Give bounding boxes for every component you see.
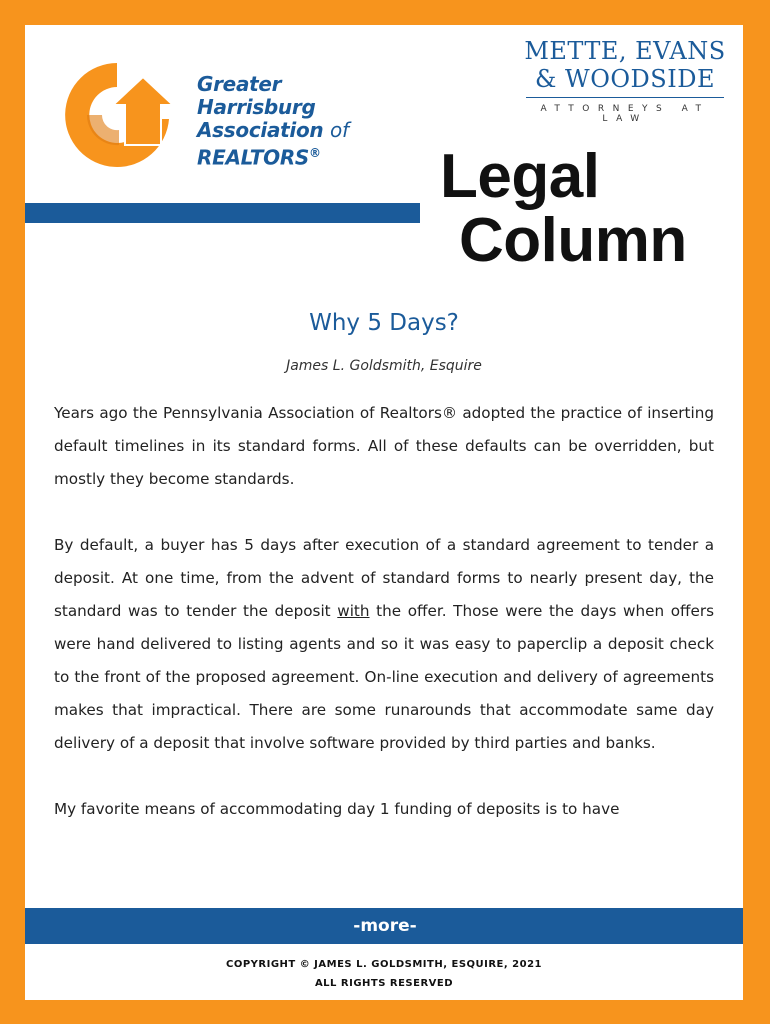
gha-wordmark — [197, 73, 349, 170]
gha-line3-main: Association — [197, 118, 324, 142]
section-title-line2: Column — [459, 206, 687, 275]
gha-line3 — [197, 119, 349, 142]
gha-line4-main: REALTORS — [197, 145, 310, 170]
gha-line4 — [197, 142, 349, 170]
header-accent-bar — [25, 203, 420, 223]
article-title: Why 5 Days? — [309, 310, 459, 336]
copyright-line1: COPYRIGHT © JAMES L. GOLDSMITH, ESQUIRE, 2021 — [225, 959, 542, 970]
paragraph-3: My favorite means of accommodating day 1 funding of deposits is to have — [54, 800, 620, 818]
paragraph-2-part1: By default, a buyer has 5 days after execution of a standard agreement to tender a deposit. At one time, from the advent of standard forms to nearly present day, the standard was to tender the deposit — [54, 536, 714, 620]
more-banner: -more- — [25, 908, 743, 944]
mew-logo — [520, 37, 730, 124]
mew-line1: METTE, EVANS — [524, 37, 726, 65]
paragraph-2-part2: the offer. Those were the days when offers were hand delivered to listing agents and so it was easy to paperclip a deposit check to the front of the proposed agreement. On-line execution and delivery of agreements makes that impractical. There are some runarounds that accommodate same day delivery of a deposit that involve software provided by third parties and banks. — [54, 602, 714, 752]
article-byline: James L. Goldsmith, Esquire — [286, 358, 482, 374]
gha-line1: Greater — [197, 72, 282, 96]
document-page — [25, 25, 743, 1000]
paragraph-2-emphasis: with — [337, 602, 370, 620]
section-title-line1: Legal — [440, 142, 600, 211]
copyright-notice — [25, 955, 743, 993]
paragraph-2 — [54, 529, 714, 760]
mew-divider — [526, 97, 724, 98]
mew-subtitle: ATTORNEYS AT LAW — [540, 104, 710, 124]
paragraph-1: Years ago the Pennsylvania Association of Realtors® adopted the practice of inserting default timelines in its standard forms. All of these defaults can be overridden, but mostly they become standards. — [54, 404, 714, 488]
article-body — [54, 397, 714, 826]
gha-registered-mark: ® — [309, 146, 321, 160]
copyright-line2: ALL RIGHTS RESERVED — [314, 978, 454, 989]
section-title — [435, 142, 735, 275]
gha-line2: Harrisburg — [197, 95, 316, 119]
g-house-arrow-icon — [47, 45, 187, 185]
gharealtors-logo — [47, 45, 377, 185]
gha-line3-suffix: of — [330, 118, 349, 142]
mew-line2: & WOODSIDE — [535, 65, 715, 93]
